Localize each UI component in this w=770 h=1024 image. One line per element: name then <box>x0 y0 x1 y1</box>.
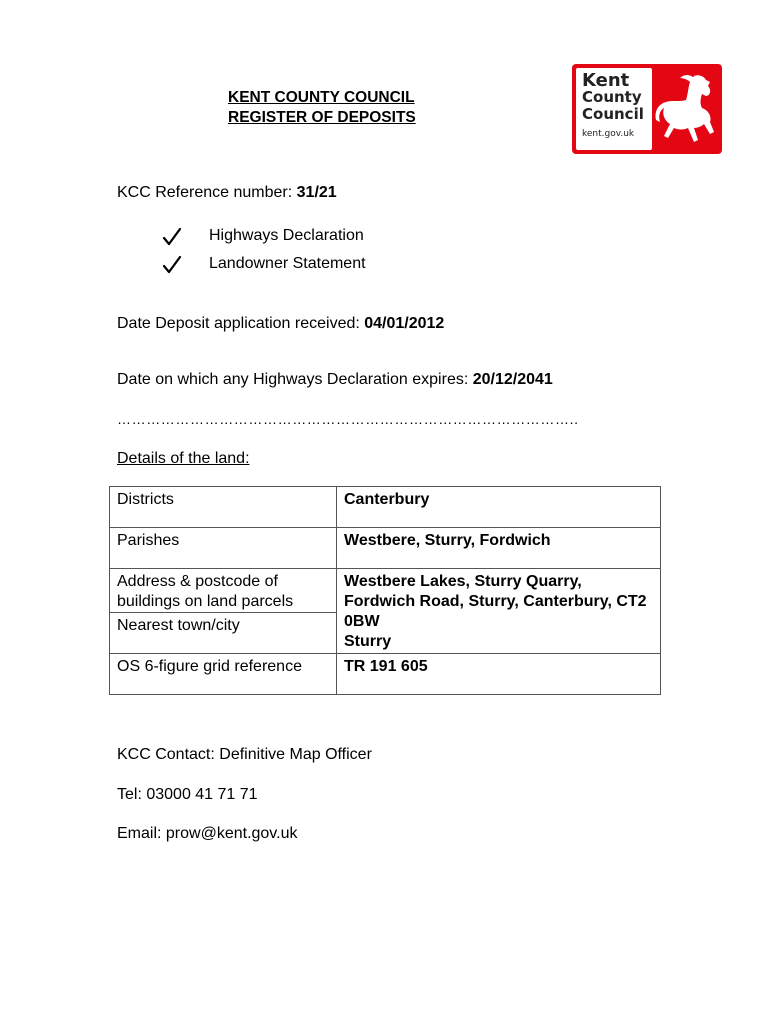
kent-county-council-logo <box>572 64 722 154</box>
checklist-item <box>162 227 364 249</box>
row-label: Districts <box>110 487 337 528</box>
address-value: Westbere Lakes, Sturry Quarry, Fordwich Road, Sturry, Canterbury, CT2 0BW <box>344 573 647 630</box>
row-value: Canterbury <box>337 487 661 528</box>
reference-value: 31/21 <box>296 184 337 201</box>
white-horse-icon <box>654 70 718 150</box>
row-label: Nearest town/city <box>110 613 337 654</box>
logo-text-panel <box>576 68 652 150</box>
reference-label: KCC Reference number: <box>117 184 297 201</box>
date-expires <box>117 371 553 389</box>
table-row <box>110 569 661 613</box>
row-value: Westbere, Sturry, Fordwich <box>337 528 661 569</box>
row-label: Parishes <box>110 528 337 569</box>
contact-email: Email: prow@kent.gov.uk <box>117 825 298 842</box>
logo-url: kent.gov.uk <box>582 129 635 139</box>
row-label: Address & postcode of buildings on land parcels <box>110 569 337 613</box>
dotted-separator: ………………………………………………………………………………….. <box>117 411 579 427</box>
table-row <box>110 528 661 569</box>
date-expires-value: 20/12/2041 <box>472 371 553 388</box>
kcc-contact: KCC Contact: Definitive Map Officer <box>117 746 372 763</box>
row-value: TR 191 605 <box>337 654 661 695</box>
checklist-label: Landowner Statement <box>209 255 366 272</box>
title-line-1: KENT COUNTY COUNCIL <box>228 89 415 106</box>
nearest-town-value: Sturry <box>344 633 392 650</box>
reference-number <box>117 184 337 202</box>
details-heading: Details of the land: <box>117 450 250 467</box>
checklist-item <box>162 255 366 277</box>
checklist-label: Highways Declaration <box>209 227 364 244</box>
logo-word-council: Council <box>582 105 644 123</box>
row-label: OS 6-figure grid reference <box>110 654 337 695</box>
contact-tel: Tel: 03000 41 71 71 <box>117 786 258 803</box>
row-value <box>337 569 661 654</box>
check-icon <box>162 227 182 247</box>
title-line-2: REGISTER OF DEPOSITS <box>228 109 416 126</box>
date-received <box>117 315 444 333</box>
date-received-value: 04/01/2012 <box>364 315 445 332</box>
table-row <box>110 654 661 695</box>
document-title <box>228 88 416 128</box>
logo-word-county: County <box>582 88 642 106</box>
table-row <box>110 487 661 528</box>
land-details-table <box>109 486 661 695</box>
date-received-label: Date Deposit application received: <box>117 315 365 332</box>
date-expires-label: Date on which any Highways Declaration expires: <box>117 371 473 388</box>
check-icon <box>162 255 182 275</box>
logo-word-kent: Kent <box>582 70 630 91</box>
